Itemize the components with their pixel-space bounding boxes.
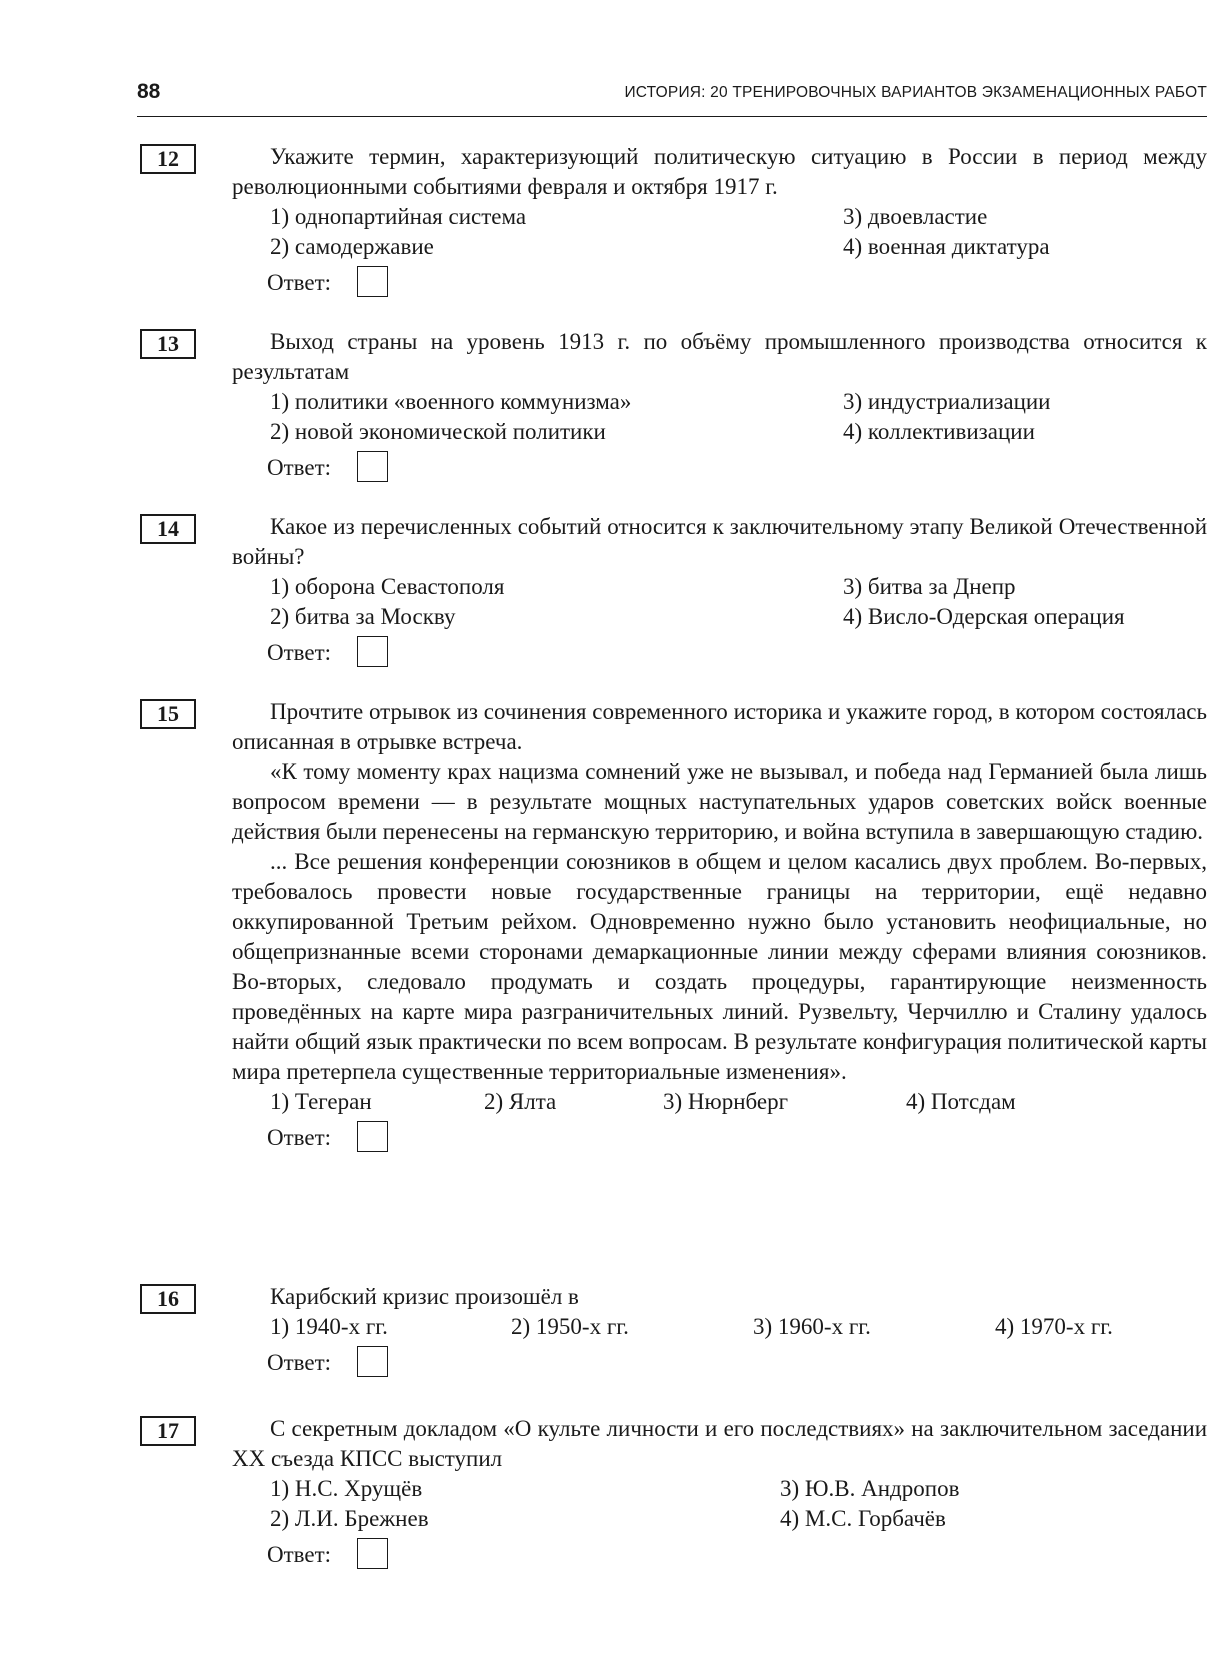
task-number-box: 13 [140,329,196,359]
answer-label: Ответ: [267,270,332,295]
option-3: 3) индустриализации [843,389,1051,414]
task-question: Карибский кризис произошёл в [270,1284,579,1309]
answer-box[interactable] [357,1121,388,1152]
answer-row [137,1538,1207,1576]
task-number-box: 16 [140,1284,196,1314]
option-3: 3) 1960-х гг. [753,1314,871,1339]
task-number-box: 17 [140,1416,196,1446]
task-question: С секретным докладом «О культе личности и его последствиях» на заключительном заседании XX съезда КПСС выступил [232,1416,1207,1471]
answer-row [137,636,1207,674]
answer-box[interactable] [357,636,388,667]
option-1: 1) оборона Севастополя [270,574,505,599]
answer-row [137,1121,1207,1159]
answer-label: Ответ: [267,640,332,665]
option-1: 1) политики «военного коммунизма» [270,389,632,414]
options-list [137,202,1207,262]
answer-label: Ответ: [267,1125,332,1150]
options-list [137,387,1207,447]
option-3: 3) Ю.В. Андропов [780,1476,960,1501]
task-13 [137,327,1207,489]
task-question: Какое из перечисленных событий относится к заключительному этапу Великой Отечественной войны? [232,514,1207,569]
answer-label: Ответ: [267,1350,332,1375]
task-17 [137,1414,1207,1576]
answer-box[interactable] [357,451,388,482]
task-14 [137,512,1207,674]
task-number-box: 12 [140,144,196,174]
task-question: Прочтите отрывок из сочинения современного историка и укажите город, в котором состоялась описанная в отрывке встреча. [232,699,1207,754]
option-2: 2) новой экономической политики [270,419,606,444]
answer-box[interactable] [357,266,388,297]
page-number: 88 [137,80,161,103]
option-1: 1) Тегеран [270,1089,372,1114]
option-2: 2) самодержавие [270,234,434,259]
option-4: 4) коллективизации [843,419,1035,444]
source-passage-paragraph-1: «К тому моменту крах нацизма сомнений уже не вызывал, и победа над Германией была лишь вопросом времени — в результате мощных наступательных ударов советских войск военные действия были перенесены на германскую территорию, и война вступила в завершающую стадию. [232,759,1207,844]
running-title: ИСТОРИЯ: 20 ТРЕНИРОВОЧНЫХ ВАРИАНТОВ ЭКЗАМЕНАЦИОННЫХ РАБОТ [624,84,1207,101]
options-list [137,1474,1207,1534]
task-16 [137,1282,1207,1384]
option-4: 4) Висло-Одерская операция [843,604,1125,629]
answer-box[interactable] [357,1346,388,1377]
answer-row [137,266,1207,304]
page-header [137,76,1207,117]
source-passage-paragraph-2: ... Все решения конференции союзников в общем и целом касались двух проблем. Во-первых, требовалось провести новые государственные границы на территории, ещё недавно оккупированной Третьим рейхом. Одновременно нужно было установить неофициальные, но общепризнанные всеми сторонами демаркационные линии между сферами влияния союзников. Во-вторых, следовало продумать и создать процедуры, гарантирующие неизменность проведённых на карте мира разграничительных линий. Рузвельту, Черчиллю и Сталину удалось найти общий язык практически по всем вопросам. В результате конфигурация политической карты мира претерпела существенные территориальные изменения». [232,849,1207,1084]
task-15 [137,697,1207,1159]
option-4: 4) Потсдам [906,1089,1016,1114]
option-1: 1) однопартийная система [270,204,527,229]
option-2: 2) битва за Москву [270,604,456,629]
option-3: 3) Нюрнберг [663,1089,789,1114]
answer-label: Ответ: [267,455,332,480]
option-4: 4) 1970-х гг. [995,1314,1113,1339]
task-question: Выход страны на уровень 1913 г. по объёму промышленного производства относится к результатам [232,329,1207,384]
answer-label: Ответ: [267,1542,332,1567]
option-4: 4) М.С. Горбачёв [780,1506,946,1531]
option-2: 2) 1950-х гг. [511,1314,629,1339]
option-3: 3) двоевластие [843,204,988,229]
option-1: 1) Н.С. Хрущёв [270,1476,423,1501]
option-3: 3) битва за Днепр [843,574,1016,599]
options-list [137,1312,1207,1342]
task-question: Укажите термин, характеризующий политическую ситуацию в России в период между революционными событиями февраля и октября 1917 г. [232,144,1207,199]
option-2: 2) Л.И. Брежнев [270,1506,429,1531]
option-4: 4) военная диктатура [843,234,1050,259]
options-list [137,572,1207,632]
option-2: 2) Ялта [484,1089,557,1114]
option-1: 1) 1940-х гг. [270,1314,388,1339]
options-list [137,1087,1207,1117]
task-number-box: 15 [140,699,196,729]
answer-row [137,451,1207,489]
task-number-box: 14 [140,514,196,544]
task-12 [137,142,1207,304]
answer-row [137,1346,1207,1384]
answer-box[interactable] [357,1538,388,1569]
